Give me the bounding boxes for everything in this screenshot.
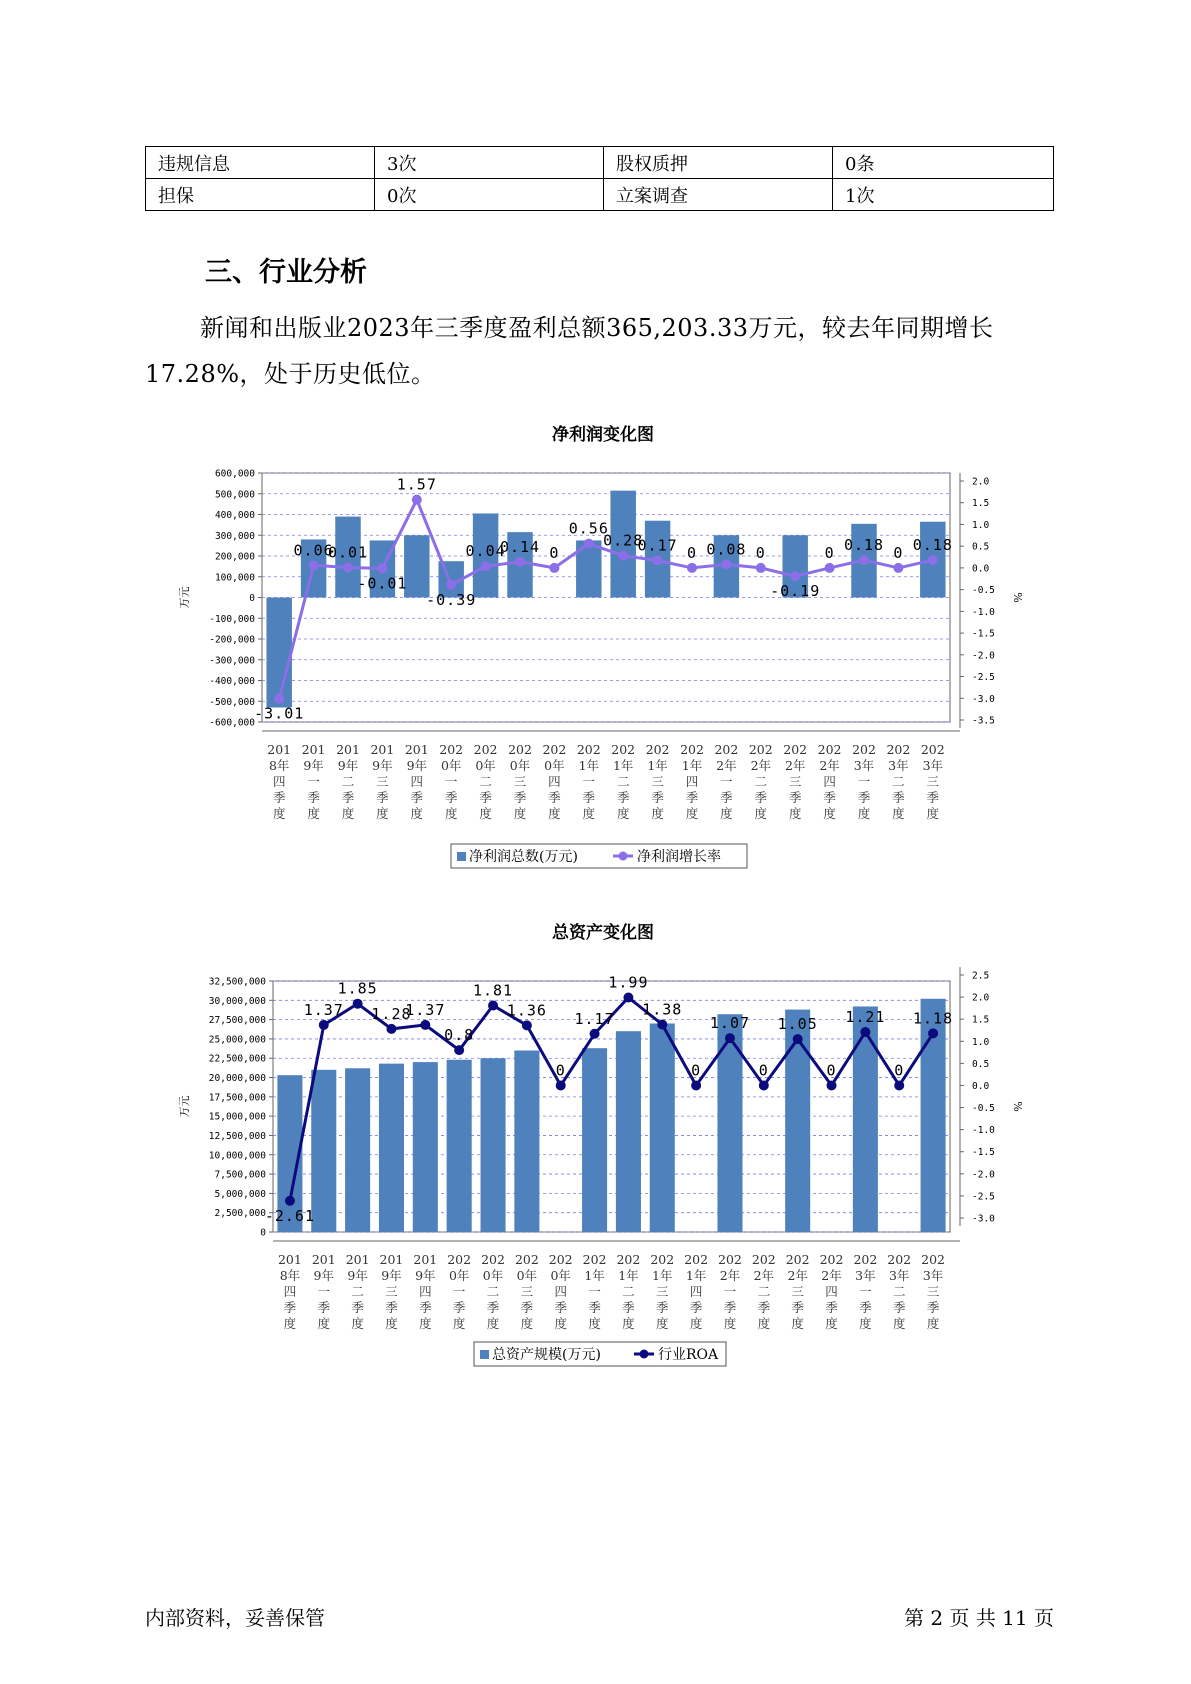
y2-axis-label: %	[1011, 592, 1024, 603]
y-tick-label: 200,000	[214, 551, 255, 563]
y2-tick-label: -0.5	[972, 585, 995, 597]
point-label: 1.28	[371, 1004, 412, 1023]
y2-tick-label: -3.5	[972, 715, 995, 727]
point-label: 1.37	[303, 1000, 344, 1019]
point-label: 0.18	[912, 536, 953, 555]
x-tick-label: 202 0年三季度	[514, 1252, 539, 1331]
y2-tick-label: -3.0	[972, 1213, 995, 1225]
line-point	[657, 1019, 667, 1029]
line-point	[412, 495, 422, 505]
legend-swatch-point	[640, 1350, 649, 1359]
footer-page-number: 第 2 页 共 11 页	[904, 1606, 1054, 1630]
y2-tick-label: 0.0	[972, 563, 990, 575]
line-point	[454, 1045, 464, 1055]
point-label: 0.8	[444, 1026, 475, 1045]
line-point	[894, 1080, 904, 1090]
y-tick-label: -400,000	[209, 676, 255, 687]
line-point	[515, 557, 525, 567]
y2-tick-label: 1.5	[972, 498, 990, 510]
y2-tick-label: 1.0	[972, 519, 990, 531]
legend-swatch-bar	[480, 1350, 489, 1359]
table-cell: 0次	[375, 179, 604, 211]
x-tick-label: 201 9年四季度	[404, 742, 429, 821]
y2-tick-label: -3.0	[972, 693, 995, 705]
line-point	[928, 555, 938, 565]
line-point	[488, 1000, 498, 1010]
y-tick-label: 22,500,000	[208, 1053, 266, 1065]
y2-tick-label: 0.0	[972, 1080, 990, 1092]
y2-tick-label: -1.5	[972, 628, 995, 640]
line-point	[623, 993, 633, 1003]
total-assets-chart	[0, 918, 1191, 1388]
table-row	[146, 147, 1054, 179]
table-row	[146, 179, 1054, 211]
y2-tick-label: -1.0	[972, 606, 995, 618]
point-label: -0.19	[770, 582, 821, 601]
y2-axis-label: %	[1011, 1101, 1024, 1112]
bar	[853, 1006, 878, 1232]
x-tick-label: 202 0年三季度	[508, 742, 532, 821]
x-tick-label: 202 0年二季度	[473, 742, 498, 821]
line-point	[522, 1020, 532, 1030]
x-tick-label: 202 2年四季度	[817, 742, 842, 821]
point-label: 0.28	[603, 531, 644, 550]
bar	[404, 535, 429, 597]
y2-tick-label: -0.5	[972, 1103, 995, 1115]
y2-tick-label: 2.0	[972, 476, 990, 488]
y-tick-label: 0	[249, 593, 255, 604]
legend-label-line: 净利润增长率	[637, 849, 721, 865]
bar	[717, 1014, 742, 1232]
x-tick-label: 201 9年二季度	[345, 1252, 370, 1331]
y-tick-label: 500,000	[214, 489, 255, 501]
y-tick-label: 10,000,000	[208, 1150, 266, 1162]
line-point	[446, 580, 456, 590]
point-label: 0	[824, 543, 835, 562]
line-point	[860, 1027, 870, 1037]
bar	[582, 1048, 607, 1232]
line-point	[386, 1024, 396, 1034]
line-point	[756, 563, 766, 573]
point-label: 1.37	[405, 1000, 446, 1019]
point-label: 0	[686, 543, 698, 562]
net-profit-chart	[0, 420, 1191, 890]
y-tick-label: 2,500,000	[214, 1208, 266, 1220]
y2-tick-label: 0.5	[972, 1058, 990, 1070]
x-tick-label: 202 2年四季度	[819, 1252, 844, 1331]
x-tick-label: 202 1年一季度	[582, 1252, 607, 1331]
point-label: 1.18	[913, 1009, 954, 1028]
table-cell: 1次	[833, 179, 1054, 211]
y-tick-label: -500,000	[209, 696, 255, 708]
line-point	[928, 1028, 938, 1038]
line-point	[353, 999, 363, 1009]
point-label: 0.08	[706, 540, 747, 559]
footer-confidential: 内部资料，妥善保管	[145, 1606, 325, 1630]
x-tick-label: 202 2年一季度	[714, 742, 739, 821]
y-tick-label: 27,500,000	[208, 1015, 266, 1027]
y-tick-label: 0	[260, 1227, 266, 1239]
y-tick-label: 15,000,000	[208, 1111, 266, 1123]
x-tick-label: 202 3年二季度	[887, 1252, 912, 1331]
line-point	[687, 563, 697, 573]
x-tick-label: 202 2年二季度	[748, 742, 773, 821]
point-label: 0.14	[499, 537, 541, 556]
y-tick-label: 300,000	[214, 530, 255, 542]
line-point	[759, 1080, 769, 1090]
line-point	[790, 571, 800, 581]
point-label: 1.05	[777, 1015, 818, 1034]
x-tick-label: 202 2年二季度	[751, 1252, 776, 1331]
point-label: 0.18	[843, 536, 885, 555]
point-label: 1.17	[574, 1009, 615, 1028]
line-point	[825, 563, 835, 573]
line-point	[691, 1080, 701, 1090]
bar	[650, 1023, 675, 1232]
y2-tick-label: -1.0	[972, 1125, 995, 1137]
x-tick-label: 201 9年一季度	[301, 742, 326, 821]
bar	[345, 1068, 370, 1232]
legend-label-line: 行业ROA	[658, 1347, 719, 1363]
x-tick-label: 202 3年三季度	[920, 742, 945, 821]
x-tick-label: 202 3年一季度	[852, 742, 876, 821]
line-point	[584, 539, 594, 549]
table-cell: 3次	[375, 147, 604, 179]
point-label: -0.01	[357, 574, 408, 593]
bar	[616, 1031, 641, 1232]
point-label: 1.38	[642, 1000, 683, 1019]
x-tick-label: 201 9年二季度	[336, 742, 360, 821]
line-point	[343, 562, 353, 572]
point-label: 0.06	[293, 541, 334, 560]
chart-title: 总资产变化图	[552, 923, 654, 943]
point-label: 0.01	[327, 543, 369, 562]
x-tick-label: 202 2年三季度	[785, 1252, 810, 1331]
legend-label-bar: 总资产规模(万元)	[492, 1347, 601, 1363]
point-label: 0	[894, 1061, 905, 1080]
point-label: -2.61	[264, 1206, 316, 1225]
point-label: 1.99	[608, 973, 649, 992]
y2-tick-label: 2.5	[972, 970, 990, 982]
point-label: 1.57	[396, 475, 437, 494]
point-label: 0	[691, 1061, 702, 1080]
point-label: 0.56	[568, 519, 609, 538]
y-tick-label: 17,500,000	[208, 1092, 266, 1104]
x-tick-label: 202 0年一季度	[439, 742, 464, 821]
y-axis-label: 万元	[178, 1095, 191, 1118]
x-tick-label: 202 0年一季度	[447, 1252, 472, 1331]
info-table	[145, 146, 1054, 211]
line-point	[590, 1029, 600, 1039]
legend-swatch-bar	[457, 852, 466, 861]
x-tick-label: 202 2年一季度	[718, 1252, 742, 1331]
x-tick-label: 202 3年一季度	[853, 1252, 878, 1331]
x-tick-label: 202 0年二季度	[481, 1252, 505, 1331]
point-label: 0.04	[465, 542, 506, 561]
line-point	[556, 1080, 566, 1090]
y-tick-label: 12,500,000	[208, 1130, 266, 1142]
x-tick-label: 201 8年四季度	[267, 742, 292, 821]
bar	[266, 598, 291, 708]
x-tick-label: 202 1年三季度	[650, 1252, 675, 1331]
point-label: 0.17	[637, 536, 678, 555]
y2-tick-label: -2.5	[972, 1191, 995, 1203]
y-tick-label: 25,000,000	[208, 1034, 266, 1046]
table-cell: 股权质押	[604, 147, 833, 179]
table-cell: 担保	[146, 179, 375, 211]
line-point	[549, 563, 559, 573]
x-tick-label: 201 9年三季度	[370, 742, 395, 821]
x-tick-label: 202 1年三季度	[645, 742, 670, 821]
y2-tick-label: -2.0	[972, 650, 995, 662]
line-point	[827, 1080, 837, 1090]
y-tick-label: -100,000	[209, 613, 255, 625]
line-point	[285, 1196, 295, 1206]
x-tick-label: 202 3年三季度	[921, 1252, 946, 1331]
y-tick-label: 100,000	[214, 572, 255, 584]
point-label: 0	[555, 1061, 566, 1080]
x-tick-label: 202 1年一季度	[576, 742, 601, 821]
x-tick-label: 202 2年三季度	[783, 742, 808, 821]
y-axis-label: 万元	[178, 586, 191, 609]
y2-tick-label: 2.0	[972, 992, 990, 1004]
line-point	[420, 1020, 430, 1030]
y-tick-label: 5,000,000	[214, 1188, 266, 1200]
point-label: 0	[758, 1061, 769, 1080]
x-tick-label: 202 1年四季度	[684, 1252, 709, 1331]
legend-label-bar: 净利润总数(万元)	[469, 849, 578, 865]
line-point	[725, 1033, 735, 1043]
y-tick-label: -600,000	[209, 717, 255, 729]
line-point	[893, 563, 903, 573]
table-cell: 违规信息	[146, 147, 375, 179]
x-tick-label: 202 1年二季度	[611, 742, 636, 821]
y2-tick-label: -2.0	[972, 1169, 995, 1181]
y-tick-label: -200,000	[209, 634, 255, 646]
y-tick-label: 20,000,000	[208, 1073, 266, 1085]
point-label: 0	[893, 543, 904, 562]
bar	[413, 1062, 438, 1232]
x-tick-label: 201 9年一季度	[311, 1252, 336, 1331]
line-point	[859, 555, 869, 565]
x-tick-label: 201 8年四季度	[277, 1252, 302, 1331]
y2-tick-label: -1.5	[972, 1147, 995, 1159]
y2-tick-label: 1.0	[972, 1036, 990, 1048]
line-point	[309, 560, 319, 570]
section-title: 三、行业分析	[205, 257, 367, 288]
line-point	[319, 1020, 329, 1030]
legend-swatch-point	[619, 852, 628, 861]
point-label: 0	[826, 1061, 837, 1080]
y-tick-label: 600,000	[214, 468, 255, 480]
bar	[481, 1058, 506, 1232]
y2-tick-label: 1.5	[972, 1014, 990, 1026]
x-tick-label: 202 1年二季度	[616, 1252, 641, 1331]
line-point	[377, 563, 387, 573]
line-point	[653, 556, 663, 566]
y-tick-label: 32,500,000	[208, 976, 266, 988]
line-point	[274, 694, 284, 704]
point-label: 1.21	[845, 1007, 886, 1026]
table-cell: 0条	[833, 147, 1054, 179]
line-point	[618, 551, 628, 561]
line-point	[721, 559, 731, 569]
x-tick-label: 202 3年二季度	[886, 742, 911, 821]
line-point	[793, 1034, 803, 1044]
y-tick-label: 30,000,000	[208, 995, 266, 1007]
point-label: 1.81	[472, 981, 514, 1000]
y-tick-label: 7,500,000	[214, 1169, 266, 1181]
bar	[379, 1064, 404, 1232]
bar	[447, 1060, 472, 1232]
bar	[514, 1051, 539, 1232]
point-label: 1.85	[337, 979, 378, 998]
point-label: -0.39	[426, 590, 477, 609]
y-tick-label: 400,000	[214, 510, 255, 521]
point-label: 0	[755, 543, 766, 562]
point-label: -3.01	[254, 704, 305, 723]
point-label: 1.36	[506, 1001, 547, 1020]
line-point	[481, 561, 491, 571]
y2-tick-label: 0.5	[972, 541, 990, 553]
analysis-paragraph: 新闻和出版业2023年三季度盈利总额365,203.33万元，较去年同期增长17.28%，处于历史低位。	[145, 314, 994, 388]
y-tick-label: -300,000	[209, 655, 255, 667]
x-tick-label: 201 9年四季度	[413, 1252, 438, 1331]
table-cell: 立案调查	[604, 179, 833, 211]
point-label: 0	[549, 543, 560, 562]
x-tick-label: 202 1年四季度	[680, 742, 704, 821]
x-tick-label: 202 0年四季度	[542, 742, 567, 821]
point-label: 1.07	[709, 1014, 751, 1033]
x-tick-label: 202 0年四季度	[548, 1252, 573, 1331]
y2-tick-label: -2.5	[972, 672, 995, 684]
chart-title: 净利润变化图	[552, 425, 654, 445]
x-tick-label: 201 9年三季度	[379, 1252, 404, 1331]
